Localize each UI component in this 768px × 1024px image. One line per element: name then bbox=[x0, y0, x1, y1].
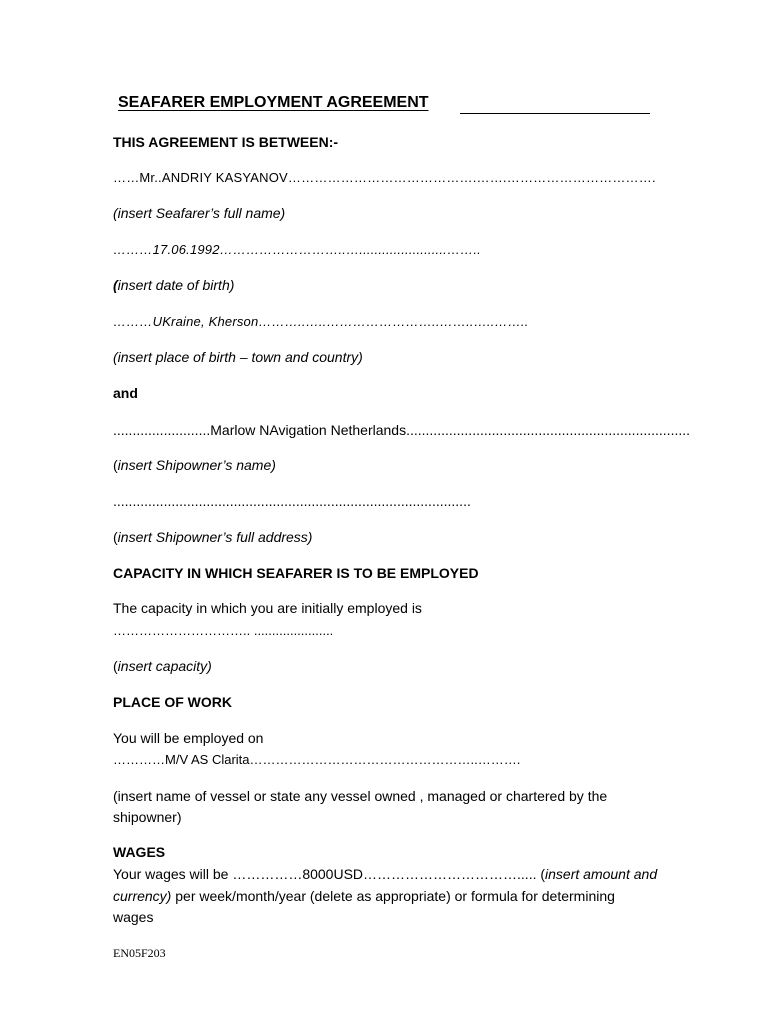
seafarer-name-field: ……Mr..ANDRIY KASYANOV…………………………………….…….……………………………. bbox=[113, 170, 656, 185]
shipowner-name-field: .........................Marlow NAvigation Netherlands......................................................................... bbox=[113, 422, 691, 438]
wages-heading: WAGES bbox=[113, 844, 166, 860]
and-label: and bbox=[113, 385, 138, 401]
shipowner-name-hint-open: ( bbox=[113, 457, 118, 473]
shipowner-name-hint bbox=[113, 456, 276, 474]
wages-hint-a: insert amount and bbox=[545, 866, 658, 882]
shipowner-name-hint-text: insert Shipowner’s name) bbox=[117, 457, 276, 473]
capacity-hint bbox=[113, 657, 212, 675]
wages-line-1 bbox=[113, 865, 657, 883]
seafarer-name-hint: (insert Seafarer’s full name) bbox=[113, 205, 286, 221]
place-hint-line-1: (insert name of vessel or state any vessel owned , managed or chartered by the bbox=[113, 788, 608, 804]
shipowner-address-hint-text: insert Shipowner’s full address) bbox=[117, 529, 313, 545]
pob-hint: (insert place of birth – town and country) bbox=[113, 349, 363, 365]
capacity-field: ………………………….. ...................... bbox=[113, 623, 334, 638]
pob-field: ………UKraine, Kherson………..…..……………………..……..…..…….. bbox=[113, 314, 529, 329]
capacity-hint-open: ( bbox=[113, 658, 118, 674]
wages-line-2 bbox=[113, 887, 615, 905]
capacity-hint-text: insert capacity) bbox=[117, 658, 212, 674]
capacity-text: The capacity in which you are initially employed is bbox=[113, 600, 422, 616]
capacity-heading: CAPACITY IN WHICH SEAFARER IS TO BE EMPLOYED bbox=[113, 565, 479, 581]
dob-hint-text: insert date of birth) bbox=[117, 277, 235, 293]
place-hint-line-2: shipowner) bbox=[113, 809, 182, 825]
wages-line-3: wages bbox=[113, 909, 154, 925]
place-text: You will be employed on bbox=[113, 730, 264, 746]
title-underline-rule bbox=[460, 113, 650, 114]
shipowner-address-hint bbox=[113, 528, 312, 546]
wages-rest: per week/month/year (delete as appropriate) or formula for determining bbox=[171, 888, 615, 904]
document-title: SEAFARER EMPLOYMENT AGREEMENT bbox=[118, 94, 429, 111]
place-heading: PLACE OF WORK bbox=[113, 694, 232, 710]
dob-hint bbox=[113, 276, 234, 294]
dob-field: ………17.06.1992………………………..….......................…….. bbox=[113, 242, 481, 257]
vessel-field: …………M/V AS Clarita……………………………………………..………. bbox=[113, 752, 521, 767]
wages-hint-b: currency) bbox=[113, 888, 172, 904]
between-heading: THIS AGREEMENT IS BETWEEN:- bbox=[113, 134, 339, 150]
dob-hint-paren: ( bbox=[113, 277, 118, 293]
shipowner-address-hint-open: ( bbox=[113, 529, 118, 545]
shipowner-address-field: ............................................................................................ bbox=[113, 493, 471, 509]
wages-prefix: Your wages will be ……………8000USD……………………………..... ( bbox=[113, 866, 546, 882]
footer-code: EN05F203 bbox=[113, 946, 166, 960]
